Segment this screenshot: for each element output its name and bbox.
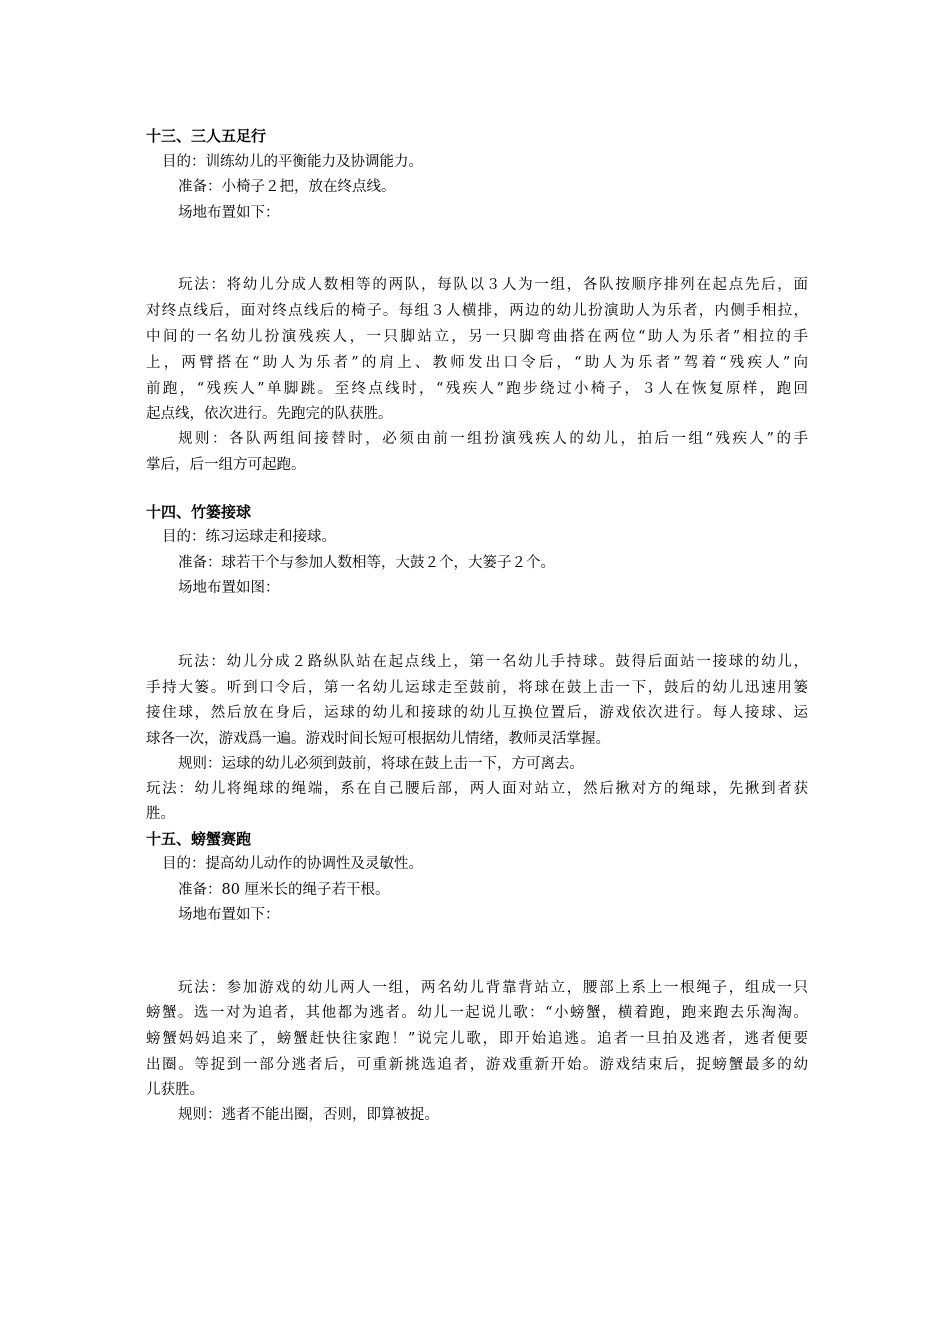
play-line: 对终点线后，面对终点线后的椅子。每组３人横排，两边的幼儿扮演助人为乐者，内侧手相拉， [146, 303, 808, 319]
play-line: 起点线，依次进行。先跑完的队获胜。 [146, 406, 393, 422]
rule-line: 规则：运球的幼儿必须到鼓前，将球在鼓上击一下，方可离去。 [178, 756, 584, 772]
play-line: 螃蟹。选一对为追者，其他都为逃者。幼儿一起说儿歌：“小螃蟹，横着跑，跑来跑去乐淘淘。 [146, 1005, 808, 1021]
play-line: 玩法：参加游戏的幼儿两人一组，两名幼儿背靠背站立，腰部上系上一根绳子，组成一只 [178, 980, 808, 996]
play-line: 螃蟹妈妈追来了，螃蟹赶快往家跑！”说完儿歌，即开始追逃。追者一旦拍及逃者，逃者便要 [146, 1031, 808, 1047]
rule-line: 规则：各队两组间接替时，必须由前一组扮演残疾人的幼儿，拍后一组“残疾人”的手 [178, 431, 808, 447]
play-line: 中间的一名幼儿扮演残疾人，一只脚站立，另一只脚弯曲搭在两位“助人为乐者”相拉的手 [146, 329, 808, 345]
goal-line: 目的：练习运球走和接球。 [162, 529, 336, 545]
extra-play-line: 玩法：幼儿将绳球的绳端，系在自己腰后部，两人面对站立，然后揪对方的绳球，先揪到者获 [146, 781, 808, 797]
play-line: 上，两臂搭在“助人为乐者”的肩上、教师发出口令后，“助人为乐者”驾着“残疾人”向 [146, 355, 808, 371]
goal-line: 目的：提高幼儿动作的协调性及灵敏性。 [162, 856, 423, 872]
play-line: 玩法：将幼儿分成人数相等的两队，每队以３人为一组，各队按顺序排列在起点先后，面 [178, 277, 808, 293]
goal-line: 目的：训练幼儿的平衡能力及协调能力。 [162, 154, 423, 170]
play-line: 儿获胜。 [146, 1082, 204, 1098]
layout-line: 场地布置如图： [178, 580, 280, 596]
layout-line: 场地布置如下： [178, 907, 280, 923]
section-title: 十四、竹篓接球 [146, 503, 252, 521]
play-line: 球各一次，游戏爲一遍。游戏时间长短可根据幼儿情绪，教师灵活掌握。 [146, 731, 610, 747]
prep-line: 准备：小椅子２把，放在终点线。 [178, 179, 396, 195]
play-line: 出圈。等捉到一部分逃者后，可重新挑选追者，游戏重新开始。游戏结束后，捉螃蟹最多的幼 [146, 1057, 808, 1073]
rule-line: 掌后，后一组方可起跑。 [146, 457, 306, 473]
layout-line: 场地布置如下： [178, 205, 280, 221]
prep-line: 准备：球若干个与参加人数相等，大鼓２个，大篓子２个。 [178, 555, 555, 571]
play-line: 手持大篓。听到口令后，第一名幼儿运球走至鼓前，将球在鼓上击一下，鼓后的幼儿迅速用篓 [146, 680, 808, 696]
play-line: 玩法：幼儿分成２路纵队站在起点线上，第一名幼儿手持球。鼓得后面站一接球的幼儿， [178, 654, 808, 670]
section-title: 十三、三人五足行 [146, 127, 267, 145]
play-line: 接住球，然后放在身后，运球的幼儿和接球的幼儿互换位置后，游戏依次进行。每人接球、运 [146, 705, 808, 721]
prep-line: 准备：80 厘米长的绳子若干根。 [178, 882, 390, 898]
rule-line: 规则：逃者不能出圈，否则，即算被捉。 [178, 1107, 439, 1123]
play-line: 前跑，“残疾人”单脚跳。至终点线时，“残疾人”跑步绕过小椅子，３人在恢复原样，跑回 [146, 381, 808, 397]
extra-play-line: 胜。 [146, 806, 175, 822]
section-title: 十五、螃蟹赛跑 [146, 830, 252, 848]
